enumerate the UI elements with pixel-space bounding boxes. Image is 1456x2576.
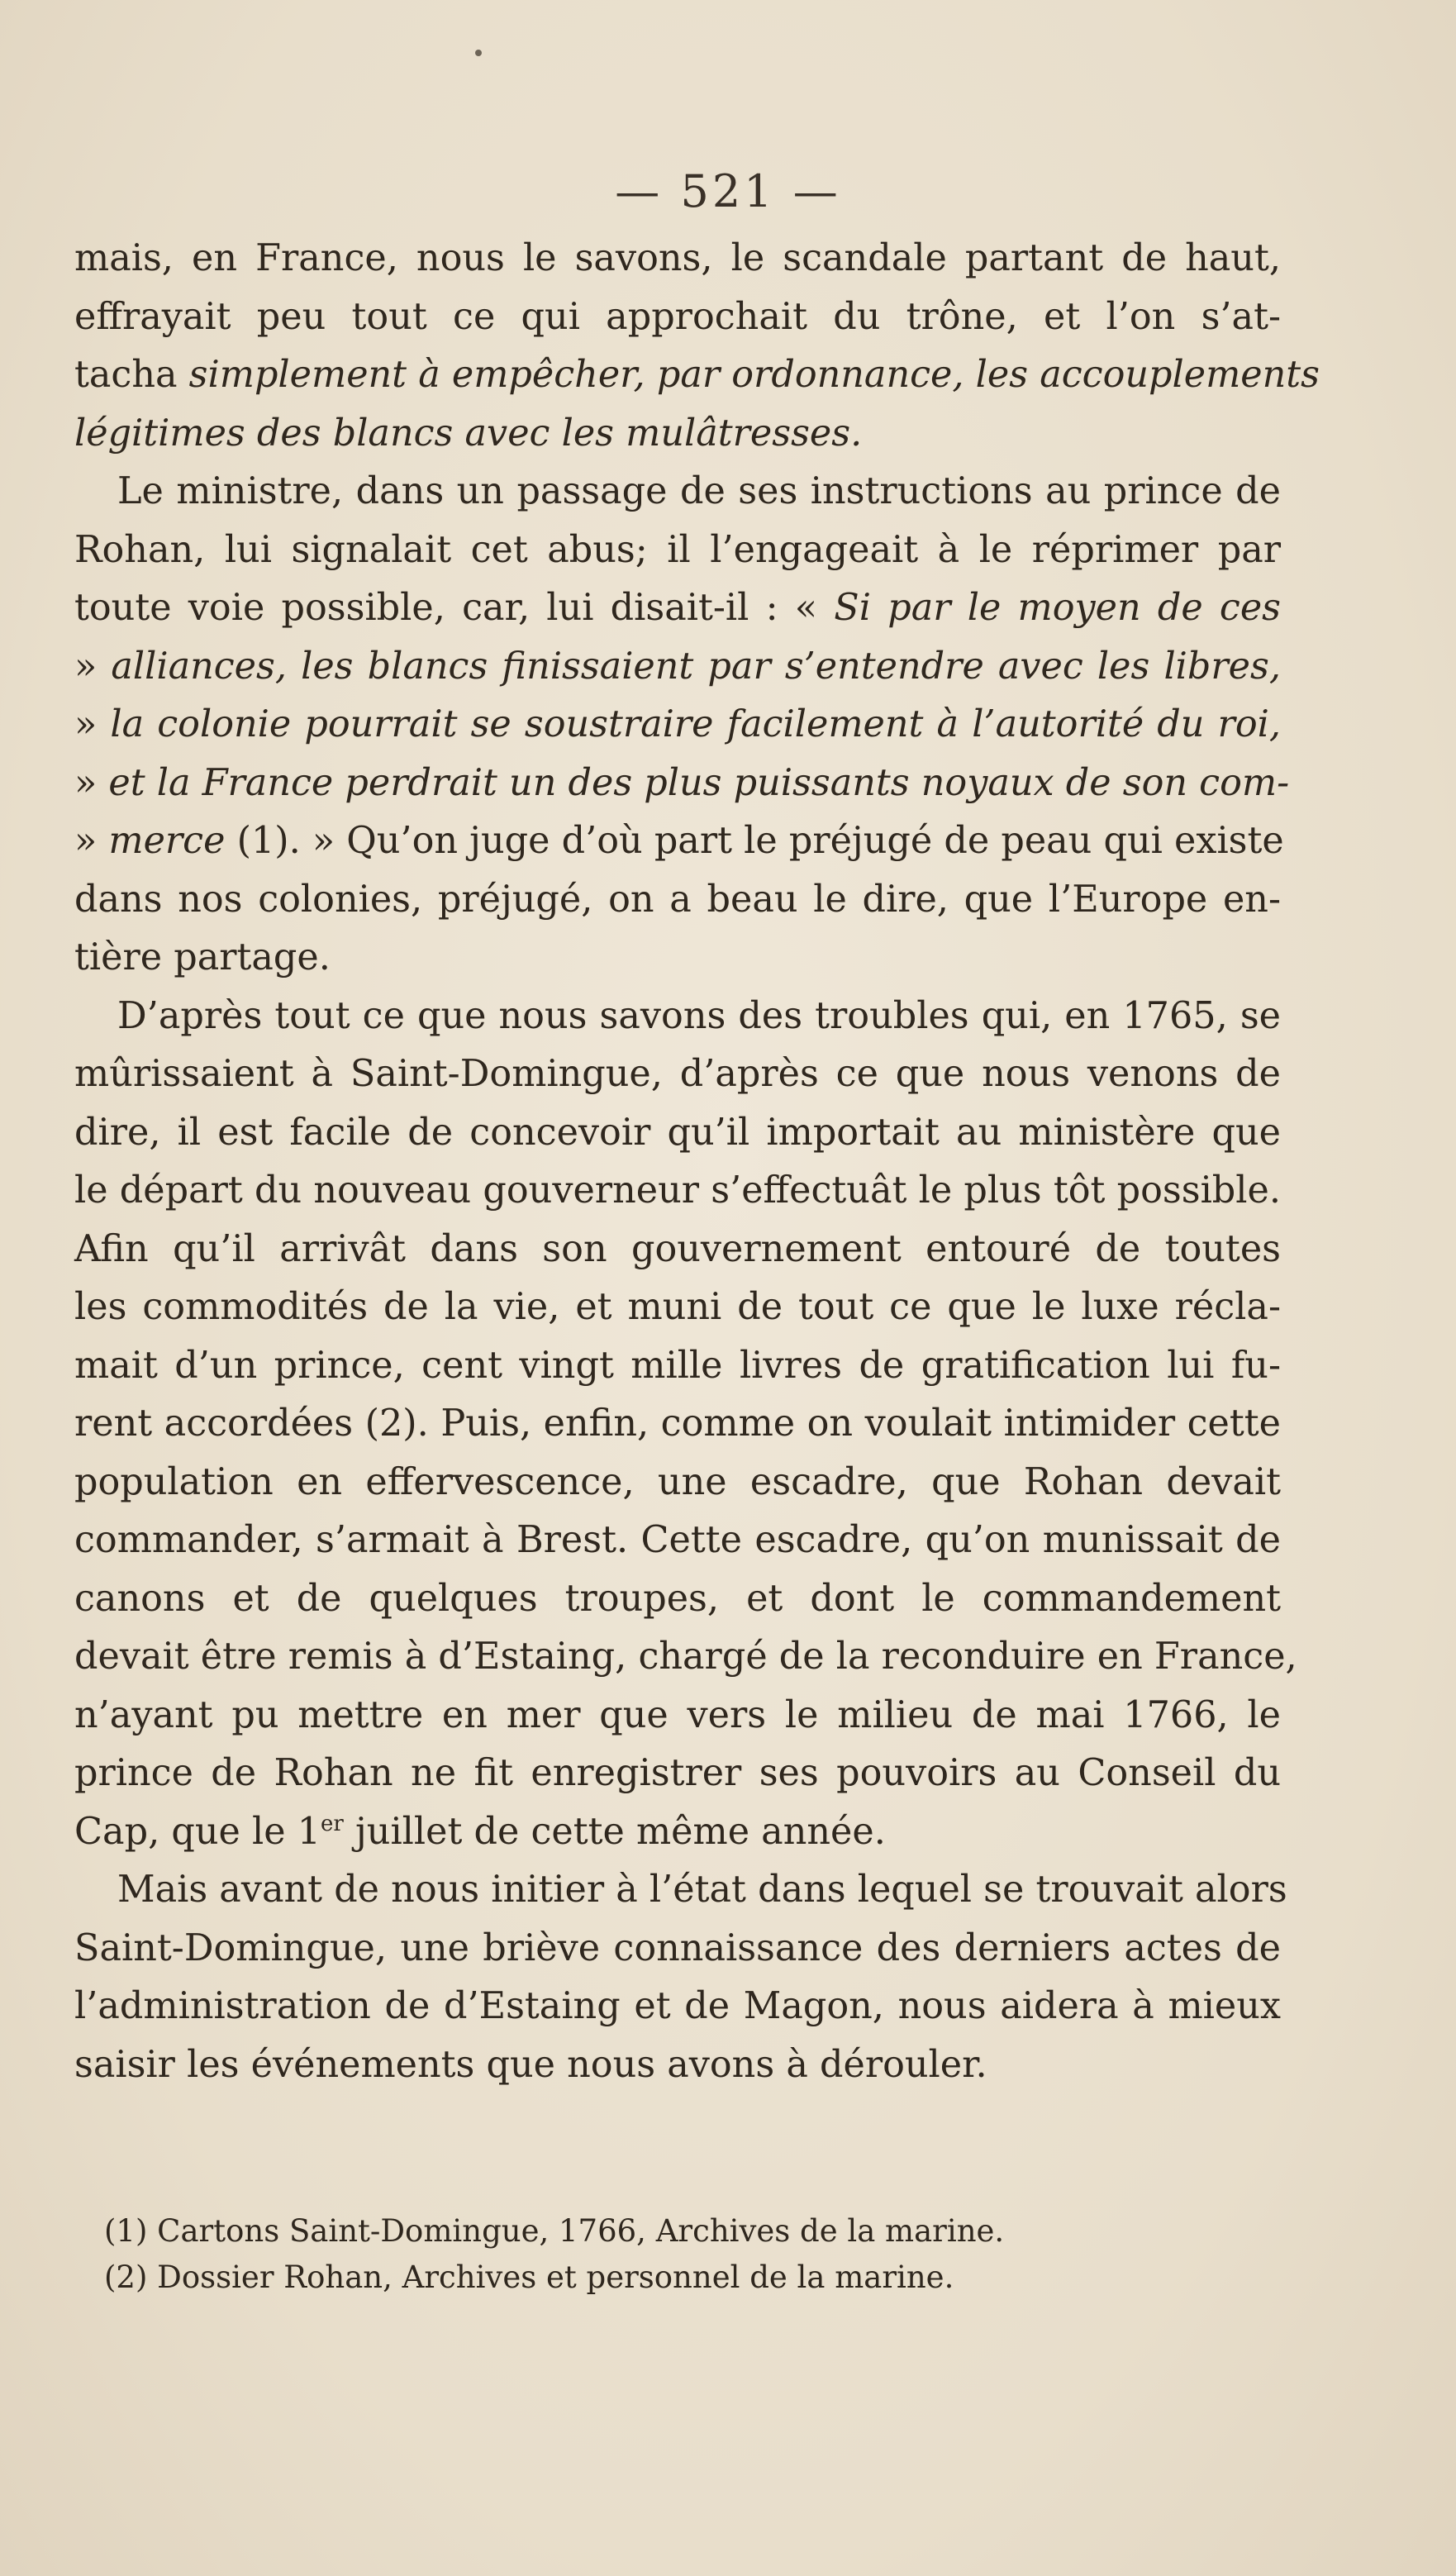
- text-segment: Afin qu’il arrivât dans son gouvernement entouré de toutes: [74, 1227, 1281, 1270]
- text-line: [74, 1221, 1281, 1279]
- body-text: [74, 230, 1320, 2094]
- text-line: [74, 1861, 1287, 1920]
- italic-text: et la France perdrait un des plus puissants noyaux de son com-: [108, 761, 1290, 804]
- italic-text: Si par le moyen de ces: [834, 587, 1281, 629]
- text-segment: mait d’un prince, cent vingt mille livres de gratification lui fu-: [74, 1344, 1281, 1387]
- text-segment: l’administration de d’Estaing et de Magon, nous aidera à mieux: [74, 1985, 1281, 2027]
- text-line: [74, 1104, 1281, 1163]
- text-segment: Rohan, lui signalait cet abus; il l’engageait à le réprimer par: [74, 528, 1281, 571]
- text-segment: population en effervescence, une escadre, que Rohan devait: [74, 1460, 1281, 1503]
- italic-text: simplement à empêcher, par ordonnance, les accouplements: [188, 354, 1320, 396]
- text-line: [74, 1978, 1281, 2036]
- text-line: [74, 1920, 1281, 1978]
- text-line: [74, 1337, 1281, 1396]
- text-line: [74, 1045, 1281, 1104]
- text-segment: saisir les événements que nous avons à dérouler.: [74, 2043, 987, 2086]
- paragraph: [74, 230, 1320, 463]
- text-line: [74, 463, 1281, 521]
- text-segment: juillet de cette même année.: [343, 1810, 886, 1853]
- footnotes: [104, 2208, 1178, 2301]
- footnote: (1) Cartons Saint-Domingue, 1766, Archives de la marine.: [104, 2213, 1005, 2249]
- text-segment: dire, il est facile de concevoir qu’il importait au ministère que: [74, 1111, 1281, 1154]
- text-segment: rent accordées (2). Puis, enfin, comme on voulait intimider cette: [74, 1402, 1281, 1445]
- text-segment: effrayait peu tout ce qui approchait du trône, et l’on s’at-: [74, 295, 1281, 338]
- page-number: — 521 —: [615, 165, 841, 217]
- text-segment: tacha: [74, 354, 189, 396]
- text-line: [74, 755, 1290, 813]
- text-line: [74, 405, 1281, 464]
- paragraph: [74, 1861, 1287, 2094]
- text-line: [74, 1687, 1281, 1745]
- text-segment: mais, en France, nous le savons, le scandale partant de haut,: [74, 237, 1281, 279]
- text-segment: n’ayant pu mettre en mer que vers le milieu de mai 1766, le: [74, 1693, 1281, 1736]
- text-line: [74, 1512, 1281, 1570]
- text-line: [74, 1454, 1281, 1512]
- text-segment: canons et de quelques troupes, et dont le commandement: [74, 1577, 1281, 1620]
- italic-text: la colonie pourrait se soustraire facilement à l’autorité du roi,: [110, 703, 1281, 745]
- text-line: [74, 929, 1281, 988]
- text-line: [74, 871, 1281, 930]
- text-line: [74, 288, 1281, 347]
- text-segment: (1). » Qu’on juge d’où part le préjugé de peau qui existe: [225, 820, 1284, 862]
- text-segment: Le ministre, dans un passage de ses instructions au prince de: [117, 470, 1281, 512]
- text-line: [74, 1628, 1297, 1687]
- text-line: [74, 521, 1281, 580]
- text-line: [74, 1278, 1281, 1337]
- text-segment: »: [74, 820, 109, 862]
- text-line: [74, 988, 1281, 1046]
- text-segment: prince de Rohan ne fit enregistrer ses pouvoirs au Conseil du: [74, 1752, 1281, 1794]
- italic-text: alliances, les blancs finissaient par s’entendre avec les libres,: [111, 645, 1281, 688]
- text-line: [74, 1803, 1281, 1862]
- text-segment: commander, s’armait à Brest. Cette escadre, qu’on munissait de: [74, 1519, 1281, 1561]
- text-line: [74, 1162, 1281, 1221]
- text-segment: tière partage.: [74, 936, 331, 978]
- text-segment: »: [74, 761, 109, 804]
- text-line: [74, 230, 1281, 288]
- footnote: (2) Dossier Rohan, Archives et personnel de la marine.: [104, 2259, 954, 2295]
- text-segment: toute voie possible, car, lui disait-il : «: [74, 587, 835, 629]
- text-segment: les commodités de la vie, et muni de tout ce que le luxe récla-: [74, 1286, 1281, 1328]
- paragraph: [74, 988, 1297, 1862]
- text-line: [74, 1570, 1281, 1629]
- text-line: [74, 1745, 1281, 1803]
- text-segment: Mais avant de nous initier à l’état dans lequel se trouvait alors: [117, 1869, 1287, 1911]
- text-line: [74, 579, 1281, 638]
- paragraph: [74, 463, 1290, 988]
- text-line: [74, 696, 1281, 755]
- text-segment: mûrissaient à Saint-Domingue, d’après ce que nous venons de: [74, 1053, 1281, 1095]
- text-segment: Saint-Domingue, une briève connaissance des derniers actes de: [74, 1926, 1281, 1969]
- superscript: er: [321, 1811, 344, 1836]
- text-segment: »: [74, 703, 111, 745]
- text-segment: devait être remis à d’Estaing, chargé de la reconduire en France,: [74, 1636, 1297, 1678]
- text-segment: Cap, que le 1: [74, 1810, 321, 1853]
- ink-speck: [475, 50, 482, 56]
- text-line: [74, 812, 1284, 871]
- italic-text: légitimes des blancs avec les mulâtresses.: [74, 412, 863, 455]
- text-line: [74, 1395, 1281, 1454]
- text-segment: dans nos colonies, préjugé, on a beau le dire, que l’Europe en-: [74, 878, 1281, 921]
- text-line: [74, 346, 1320, 405]
- text-line: [74, 2036, 1281, 2095]
- text-segment: D’après tout ce que nous savons des troubles qui, en 1765, se: [117, 994, 1281, 1037]
- text-segment: le départ du nouveau gouverneur s’effectuât le plus tôt possible.: [74, 1169, 1281, 1212]
- text-segment: »: [74, 645, 112, 688]
- italic-text: merce: [108, 820, 226, 862]
- text-line: [74, 638, 1281, 697]
